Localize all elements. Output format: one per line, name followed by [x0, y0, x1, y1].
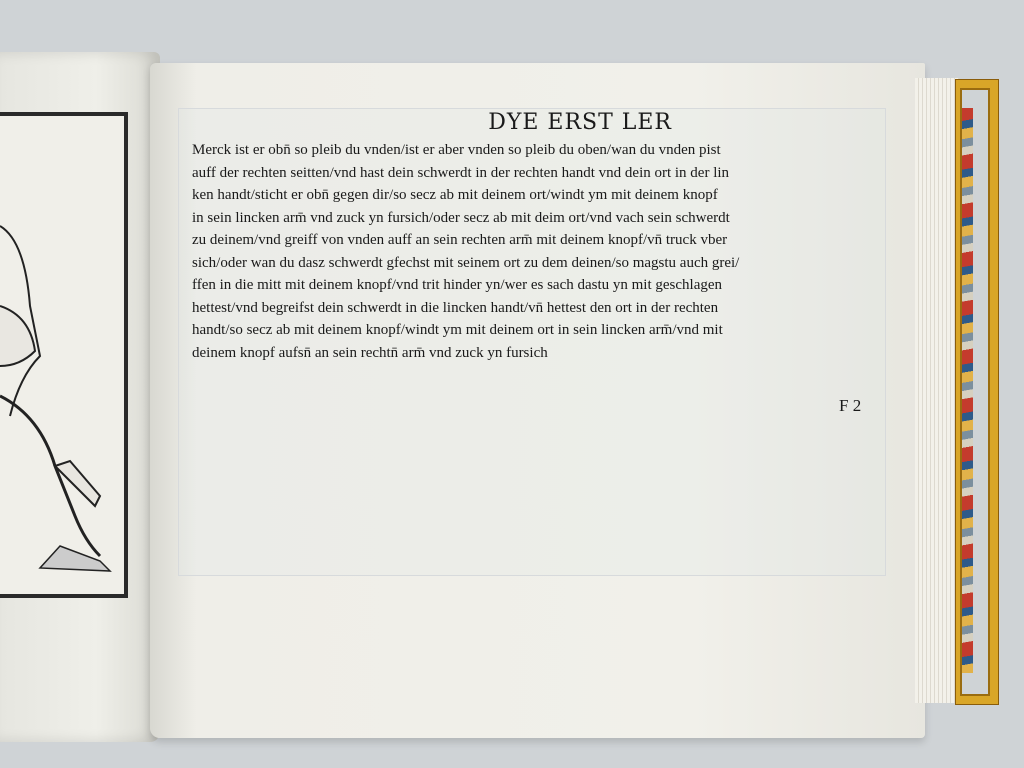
page-edges — [915, 78, 959, 703]
woodcut-illustration — [0, 112, 128, 598]
text-line: in sein lincken arm̄ vnd zuck yn fursich/oder secz ab mit deim ort/vnd vach sein schwerdt — [192, 209, 730, 226]
page-heading: DYE ERST LER — [488, 110, 672, 135]
text-line: auff der rechten seitten/vnd hast dein schwerdt in der rechten handt vnd dein ort in der lin — [192, 164, 730, 181]
text-line: zu deinem/vnd greiff von vnden auff an sein rechten arm̄ mit deinem knopf/vn̄ truck vber — [192, 232, 728, 248]
text-line: handt/so secz ab mit deinem knopf/windt ym mit deinem ort in sein lincken arm̄/vnd mit — [192, 322, 723, 338]
text-line: sich/oder wan du dasz schwerdt gfechst mit seinem ort zu dem deinen/so magstu auch grei/ — [192, 254, 740, 271]
signature-mark: F 2 — [839, 396, 862, 415]
page-text — [192, 110, 892, 364]
gilt-edge-icon — [956, 80, 998, 704]
fencer-figure-icon — [0, 116, 120, 594]
text-line: deinem knopf aufsn̄ an sein rechtn̄ arm̄ vnd zuck yn fursich — [192, 344, 548, 361]
text-line: hettest/vnd begreifst dein schwerdt in die lincken handt/vn̄ hettest den ort in der rechten — [192, 299, 719, 316]
text-line: ken handt/sticht er obn̄ gegen dir/so secz ab mit deinem ort/windt ym mit deinem knopf — [192, 187, 718, 203]
text-line: ffen in die mitt mit deinem knopf/vnd trit hinder yn/wer es sach dastu yn mit geschlagen — [192, 277, 723, 293]
text-line: Merck ist er obn̄ so pleib du vnden/ist er aber vnden so pleib du oben/wan du vnden pist — [192, 142, 721, 158]
